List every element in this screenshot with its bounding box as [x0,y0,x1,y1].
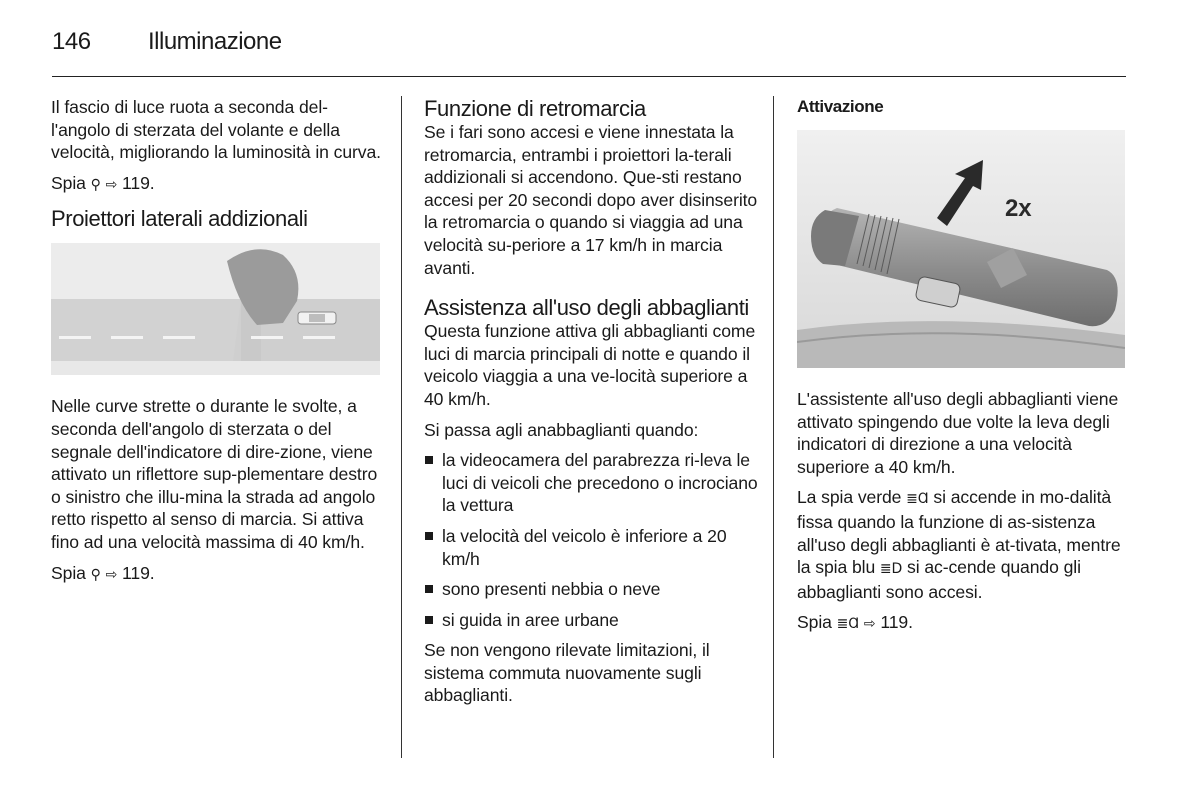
body-paragraph: Se non vengono rilevate limitazioni, il sistema commuta nuovamente sugli abbaglianti. [424,640,710,706]
body-paragraph: Questa funzione attiva gli abbaglianti come luci di marcia principali di notte e quando il veicolo viaggia a una ve-locità superiore a 40 km/h. [424,321,756,409]
page-ref-number: 119. [122,172,155,193]
page-header [52,24,1126,77]
section-heading: Funzione di retromarcia [424,96,646,121]
section-heading: Assistenza all'uso degli abbaglianti [424,295,749,321]
body-paragraph: L'assistente all'uso degli abbaglianti viene attivato spingendo due volte la leva degli indicatori di direzione a una velocità superiore a 40 km/h. [797,389,1119,477]
page-ref-arrow-icon: ⇨ [105,176,118,193]
high-beam-assist-icon: ≣Ɑ [906,491,929,508]
bullet-icon [425,532,433,540]
spia-label: Spia [51,172,86,193]
body-paragraph: Si passa agli anabbaglianti quando: [424,419,699,440]
page-ref-number: 119. [880,612,913,633]
bullet-icon [425,616,433,624]
intro-paragraph: Il fascio di luce ruota a seconda del-l'angolo di sterzata del volante e della velocità, migliorando la luminosità in curva. [51,97,381,163]
column-divider [401,96,402,758]
column-right [797,96,1130,644]
spia-reference [51,172,381,197]
column-left [51,96,381,594]
page-ref-number: 119. [122,562,155,583]
list-item: la velocità del veicolo è inferiore a 20 km/h [424,525,760,570]
cornering-light-icon: ⚲ [90,566,101,583]
spia-reference [797,611,1130,636]
section-heading: Proiettori laterali addizionali [51,206,308,232]
spia-label: Spia [51,562,86,583]
page-number: 146 [52,28,91,55]
list-item: la videocamera del parabrezza ri-leva le luci di veicoli che precedono o incrociano la vettura [424,449,760,517]
subsection-heading: Attivazione [797,97,884,116]
column-divider [773,96,774,758]
condition-list [424,449,760,631]
bullet-icon [425,585,433,593]
page-ref-arrow-icon: ⇨ [863,616,876,633]
bullet-icon [425,456,433,464]
high-beam-assist-icon: ≣Ɑ [836,616,860,633]
page-title: Illuminazione [148,28,282,55]
side-light-illustration [51,243,380,375]
cornering-light-icon: ⚲ [90,176,101,193]
spia-reference [51,562,381,587]
column-middle [424,96,760,715]
indicator-lever-illustration [797,130,1125,368]
list-item: si guida in aree urbane [424,609,760,632]
spia-label: Spia [797,612,832,633]
body-paragraph: Nelle curve strette o durante le svolte, a seconda dell'angolo di sterzata o del segnale dell'indicatore di dire-zione, viene attivato un riflettore sup-plementare destro o sinistro che illu-mina la strada ad angolo retto rispetto al senso di marcia. Si attiva fino ad una velocità massima di 40 km/h. [51,396,378,552]
push-twice-label: 2x [1005,195,1032,222]
body-paragraph: Se i fari sono accesi e viene innestata la retromarcia, entrambi i proiettori la-terali addizionali si accendono. Que-sti restano accesi per 20 secondi dopo aver disinserito la retromarcia o quando si viaggia ad una velocità su-periore a 17 km/h in marcia avanti. [424,122,758,278]
high-beam-icon: ≣D [879,561,903,578]
body-paragraph: La spia verde ≣Ɑ si accende in mo-dalità fissa quando la funzione di as-sistenza all'uso degli abbaglianti è at-tivata, mentre la spia blu ≣D si ac-cende quando gli abbaglianti sono accesi. [797,487,1121,602]
page-ref-arrow-icon: ⇨ [105,566,118,583]
list-item: sono presenti nebbia o neve [424,578,760,601]
